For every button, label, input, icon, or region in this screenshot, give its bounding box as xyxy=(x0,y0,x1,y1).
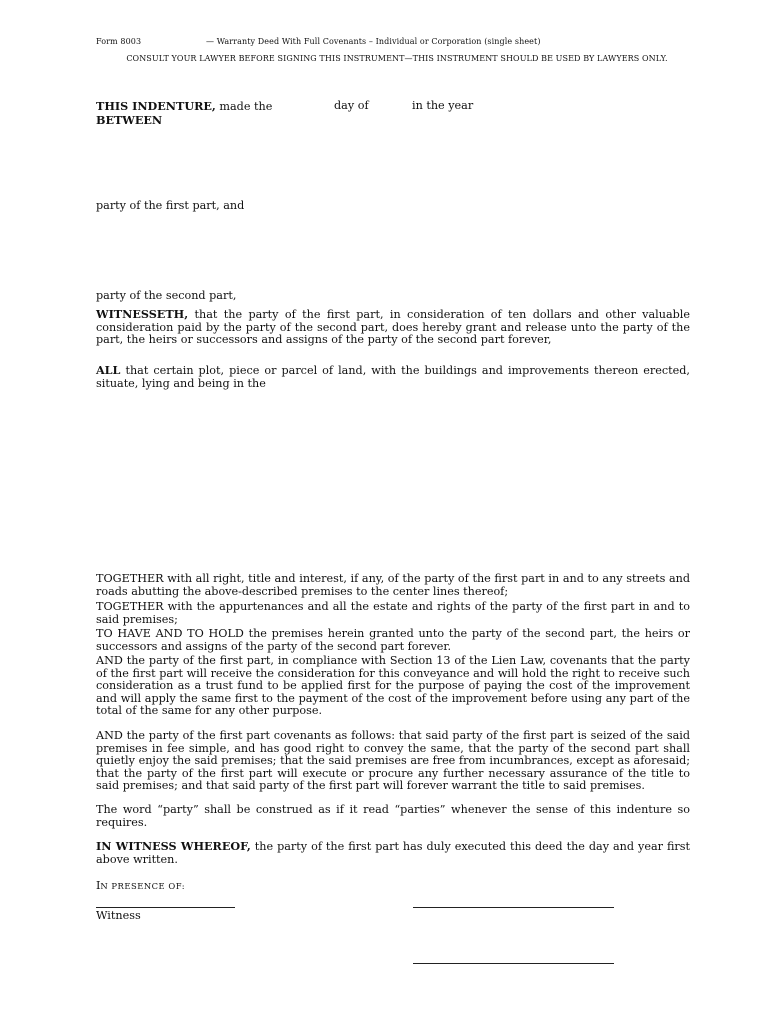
indenture-opening xyxy=(96,100,272,114)
presence-initial: I xyxy=(96,879,101,892)
form-number: Form 8003 xyxy=(96,37,142,46)
in-presence-of-label xyxy=(96,874,185,893)
witnesseth-text: that the party of the first part, in consideration of ten dollars and other valuable consideration paid by the party of the second part, does hereby grant and release unto the party of the part, the heirs or successors and assigns of the party of the second part forever, xyxy=(96,308,690,347)
grantor-signature-line-2[interactable] xyxy=(413,963,614,964)
grantor-signature-line-1[interactable] xyxy=(413,907,614,908)
party-word-clause: The word “party” shall be construed as if it read “parties” whenever the sense of this indenture so requires. xyxy=(96,803,690,829)
all-clause xyxy=(96,364,690,390)
witness-whereof-text: the party of the first part has duly executed this deed the day and year first above written. xyxy=(96,840,690,866)
made-the-text: made the xyxy=(215,100,273,113)
party-second-part: party of the second part, xyxy=(96,289,237,302)
witness-label: Witness xyxy=(96,909,141,922)
lawyer-notice: CONSULT YOUR LAWYER BEFORE SIGNING THIS INSTRUMENT—THIS INSTRUMENT SHOULD BE USED BY LAWYERS ONLY. xyxy=(126,54,668,63)
witnesseth-lead: WITNESSETH, xyxy=(96,307,189,321)
together-clause-2: TOGETHER with the appurtenances and all the estate and rights of the party of the first part in and to said premises; xyxy=(96,600,690,626)
all-lead: ALL xyxy=(96,363,121,377)
all-text: that certain plot, piece or parcel of land, with the buildings and improvements thereon erected, situate, lying and being in the xyxy=(96,364,690,390)
together-clause-1: TOGETHER with all right, title and interest, if any, of the party of the first part in and to any streets and roads abutting the above-described premises to the center lines thereof; xyxy=(96,572,690,598)
witness-whereof-lead: IN WITNESS WHEREOF, xyxy=(96,839,251,853)
covenants-clause: AND the party of the first part covenants as follows: that said party of the first part is seized of the said premises in fee simple, and has good right to convey the same, that the party of the second part shall quietly enjoy the said premises; that the said premises are free from incumbrances, except as aforesaid; that the party of the first part will execute or procure any further necessary assurance of the title to said premises; and that said party of the first part will forever warrant the title to said premises. xyxy=(96,729,690,793)
witness-signature-line[interactable] xyxy=(96,907,235,908)
indenture-lead: THIS INDENTURE, xyxy=(96,99,216,113)
witnesseth-clause xyxy=(96,308,690,347)
in-the-year-text: in the year xyxy=(412,99,474,112)
habendum-clause: TO HAVE AND TO HOLD the premises herein granted unto the party of the second part, the heirs or successors and assigns of the party of the second part forever. xyxy=(96,627,690,653)
between-label: BETWEEN xyxy=(96,113,163,127)
day-of-text: day of xyxy=(334,99,369,112)
presence-rest: N PRESENCE OF: xyxy=(100,881,186,891)
witness-whereof-clause xyxy=(96,840,690,866)
lien-law-clause: AND the party of the first part, in compliance with Section 13 of the Lien Law, covenants that the party of the first part will receive the consideration for this conveyance and will hold the right to receive such consideration as a trust fund to be applied first for the purpose of paying the cost of the improvement and will apply the same first to the payment of the cost of the improvement before using any part of the total of the same for any other purpose. xyxy=(96,654,690,718)
party-first-part: party of the first part, and xyxy=(96,199,245,212)
form-title: — Warranty Deed With Full Covenants – Individual or Corporation (single sheet) xyxy=(206,37,541,46)
